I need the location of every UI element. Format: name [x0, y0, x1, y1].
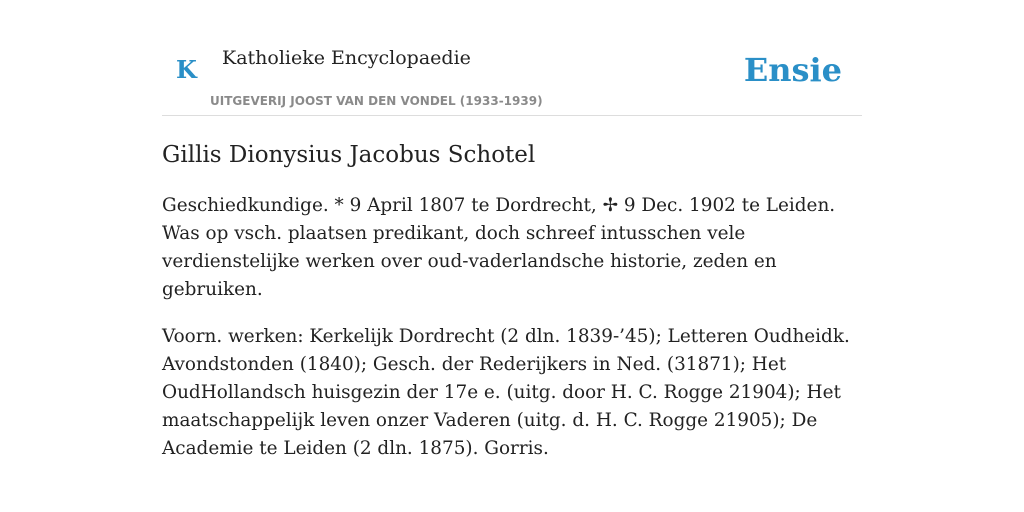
site-logo[interactable]: K — [176, 55, 197, 84]
brand-logo-link[interactable]: Ensie — [743, 51, 842, 89]
page-container — [162, 0, 862, 459]
article-paragraph: Voorn. werken: Kerkelijk Dordrecht (2 dln. 1839-’45); Letteren Oudheidk. Avondstonden (1840); Gesch. der Rederijkers in Ned. (31871); Het OudHollandsch huisgezin der 17e e. (uitg. door H. C. Rogge 21904); Het maatschappelijk leven onzer Vaderen (uitg. d. H. C. Rogge 21905); De Academie te Leiden (2 dln. 1875). Gorris. — [162, 326, 850, 459]
article-body — [162, 192, 862, 482]
site-title: Katholieke Encyclopaedie — [222, 47, 471, 69]
site-subtitle: UITGEVERIJ JOOST VAN DEN VONDEL (1933-1939) — [210, 94, 543, 108]
site-header — [162, 0, 862, 116]
article-paragraph: Geschiedkundige. * 9 April 1807 te Dordrecht, ✢ 9 Dec. 1902 te Leiden. Was op vsch. plaatsen predikant, doch schreef intusschen vele verdienstelijke werken over oud-vaderlandsche historie, zeden en gebruiken. — [162, 195, 836, 300]
article-title: Gillis Dionysius Jacobus Schotel — [162, 142, 536, 168]
